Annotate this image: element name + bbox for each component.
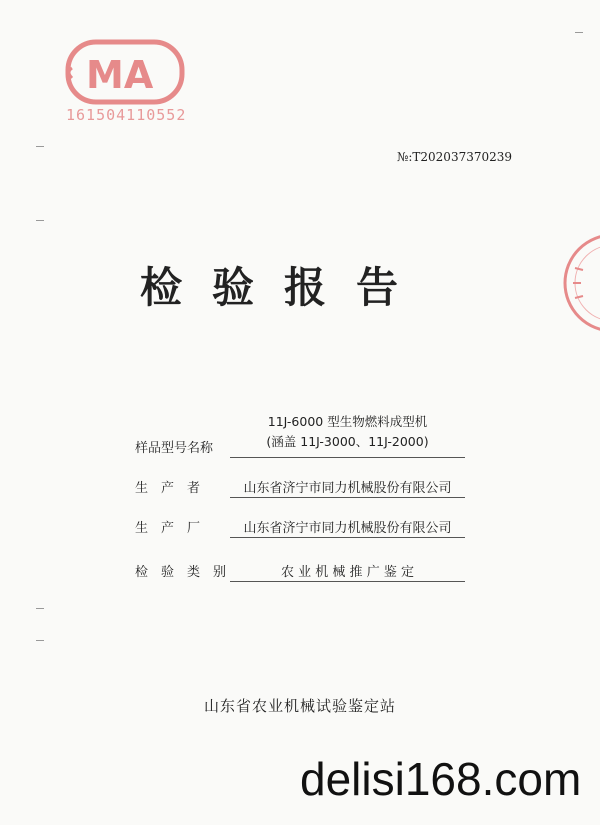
report-number: №:T202037370239 [397,150,513,164]
sample-model-underline [230,457,465,458]
producer-label: 生 产 者 [135,481,201,496]
inspection-type-value: 农 业 机 械 推 广 鉴 定 [281,565,414,580]
scan-mark [36,608,44,609]
sample-model-label: 样品型号名称 [135,441,214,456]
scan-mark [36,146,44,147]
watermark-text: delisi168.com [300,753,582,805]
field-row-factory [135,514,465,538]
inspection-type-underline [230,581,465,582]
inspection-type-label: 检 验 类 别 [135,565,227,580]
sample-model-line-1: 11J-6000 型生物燃料成型机 [267,414,428,429]
scan-mark [36,640,44,641]
producer-value: 山东省济宁市同力机械股份有限公司 [243,481,452,496]
page-title: 检验报告 [140,263,429,312]
cma-seal-number: 161504110552 [66,106,187,124]
scan-mark [36,220,44,221]
issuing-station: 山东省农业机械试验鉴定站 [203,697,396,715]
factory-value: 山东省济宁市同力机械股份有限公司 [243,521,452,536]
producer-underline [230,497,465,498]
field-row-producer [135,474,465,498]
field-row-sample-model [135,434,465,458]
sample-model-line-2: (涵盖 11J-3000、11J-2000) [266,434,429,449]
factory-label: 生 产 厂 [135,521,201,536]
field-row-inspection-type [135,558,465,582]
scan-mark [575,32,583,33]
svg-text:MA: MA [86,53,154,97]
factory-underline [230,537,465,538]
round-seal-icon [555,228,600,338]
